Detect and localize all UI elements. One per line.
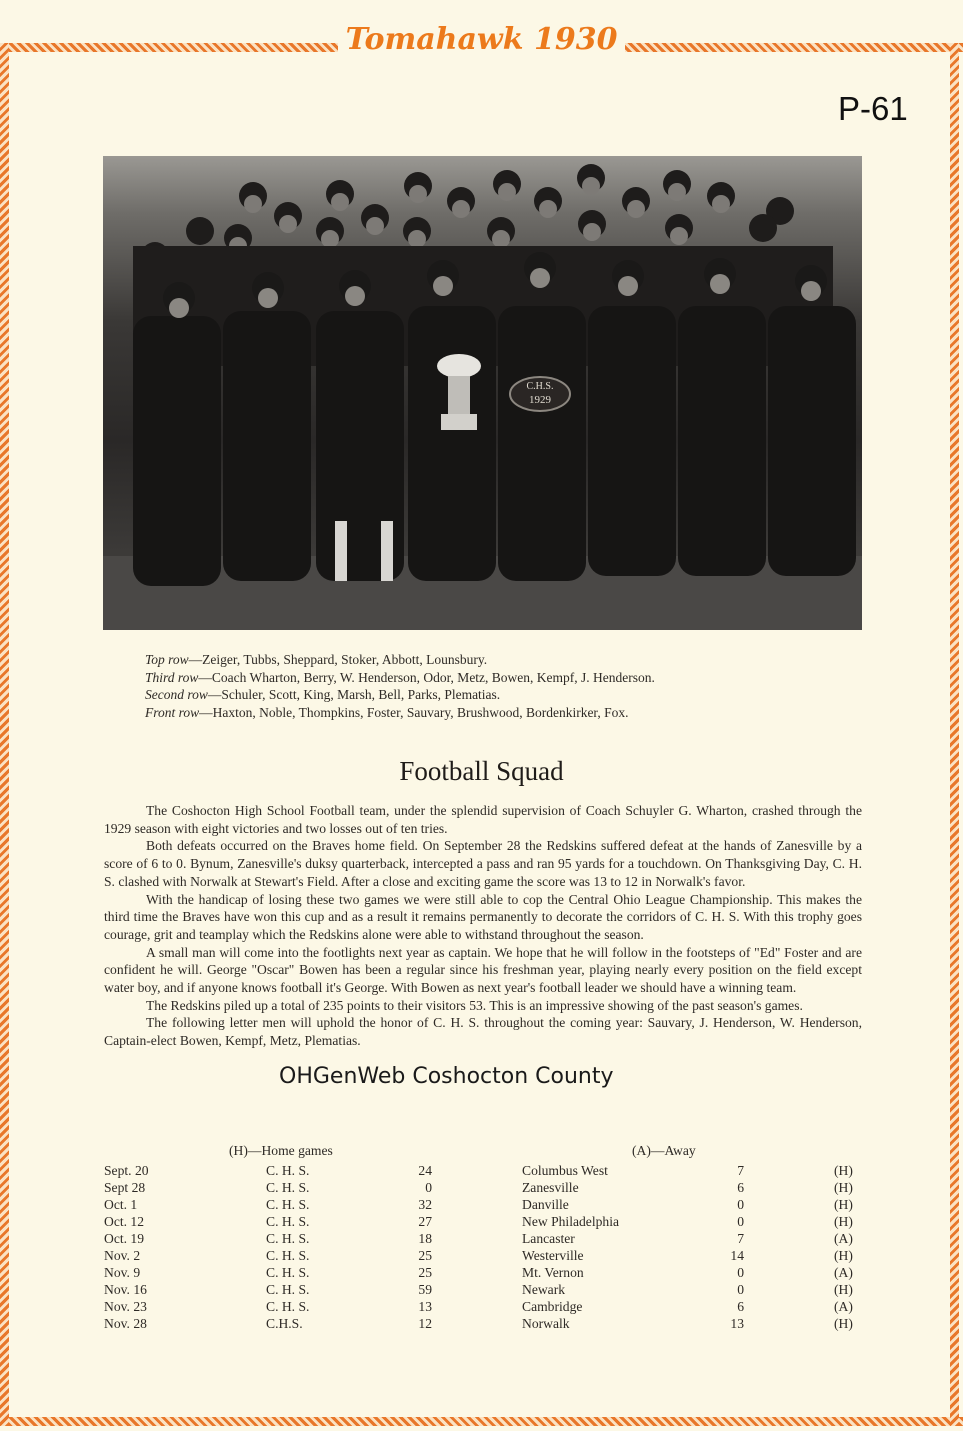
schedule-row [104,1248,864,1265]
article-paragraph: With the handicap of losing these two games we were still able to cop the Central Ohio League Championship. This makes the third time the Braves have won this cup and as a result it remains permanently to decorate the corridors of C. H. S. With this trophy goes courage, grit and teamplay which the Redskins alone were able to withstand throughout the season. [104,891,862,942]
game-opp-score: 0 [737,1265,744,1280]
game-opp-score: 14 [730,1248,744,1263]
caption-row [145,704,885,722]
game-date: Nov. 9 [104,1265,141,1280]
team-photo [103,156,862,630]
caption-row-label: Second row [145,687,208,702]
game-score: 18 [418,1231,432,1246]
game-opponent: New Philadelphia [522,1214,620,1229]
article-title: Football Squad [399,756,564,786]
game-score: 24 [418,1163,432,1178]
page-label: P-61 [838,90,908,127]
game-location: (H) [834,1282,853,1297]
rope-border-bottom [0,1417,963,1426]
game-opp-score: 0 [737,1197,744,1212]
game-location: (A) [834,1231,853,1246]
game-location: (H) [834,1197,853,1212]
game-score: 13 [418,1299,432,1314]
game-team: C. H. S. [266,1282,310,1297]
photo-caption [145,651,885,721]
article-body [104,802,862,1050]
article-paragraph: The Redskins piled up a total of 235 points to their visitors 53. This is an impressive showing of the past season's games. [146,997,803,1013]
caption-row-names: —Schuler, Scott, King, Marsh, Bell, Parks, Plematias. [207,687,501,702]
game-location: (A) [834,1265,853,1280]
game-date: Nov. 23 [104,1299,147,1314]
game-team: C. H. S. [266,1180,310,1195]
rope-border-right [950,43,959,1426]
article-paragraph: Both defeats occurred on the Braves home field. On September 28 the Redskins suffered defeat at the hands of Zanesville by a score of 6 to 0. Bynum, Zanesville's duksy quarterback, intercepted a pass and ran 95 yards for a touchdown. On Thanksgiving Day, C. H. S. clashed with Norwalk at Stewart's Field. After a close and exciting game the score was 13 to 12 in Norwalk's favor. [104,838,862,889]
game-team: C.H.S. [266,1316,303,1331]
game-date: Oct. 19 [104,1231,145,1246]
game-score: 12 [418,1316,432,1331]
game-date: Sept. 20 [104,1163,149,1178]
game-opponent: Mt. Vernon [522,1265,584,1280]
game-opponent: Lancaster [522,1231,575,1246]
schedule-row [104,1163,864,1180]
article-paragraph: A small man will come into the footlights next year as captain. We hope that he will follow in the footsteps of "Ed" Foster and are confident he will. George "Oscar" Bowen has been a regular since his freshman year, playing nearly every position on the field except water boy, and if anyone knows football it's George. With Bowen as next year's football leader we should have a winning team. [104,944,862,996]
game-location: (A) [834,1299,853,1314]
game-location: (H) [834,1180,853,1195]
game-location: (H) [834,1163,853,1178]
schedule-row [104,1180,864,1197]
header-title: Tomahawk 1930 [338,22,626,57]
game-location: (H) [834,1248,853,1263]
schedule-row [104,1299,864,1316]
schedule-row [104,1231,864,1248]
game-team: C. H. S. [266,1163,310,1178]
game-score: 25 [418,1248,432,1263]
caption-row [145,651,885,669]
legend-home: (H)—Home games [229,1143,333,1158]
game-opp-score: 6 [737,1180,744,1195]
game-team: C. H. S. [266,1248,310,1263]
game-date: Nov. 28 [104,1316,147,1331]
game-opponent: Zanesville [522,1180,579,1195]
schedule-row [104,1282,864,1299]
game-date: Oct. 1 [104,1197,138,1212]
game-score: 25 [418,1265,432,1280]
caption-row-names: —Haxton, Noble, Thompkins, Foster, Sauvary, Brushwood, Bordenkirker, Fox. [199,704,629,720]
game-date: Nov. 2 [104,1248,141,1263]
game-opponent: Newark [522,1282,566,1297]
game-date: Oct. 12 [104,1214,145,1229]
ball-label-1: C.H.S. [526,381,554,392]
game-opp-score: 0 [737,1214,744,1229]
team-photo-illustration [103,156,862,630]
caption-row [145,686,885,704]
game-date: Sept 28 [104,1180,146,1195]
game-team: C. H. S. [266,1214,310,1229]
game-opp-score: 7 [737,1231,744,1246]
game-location: (H) [834,1316,853,1331]
legend-away: (A)—Away [632,1143,696,1158]
caption-row-label: Third row [145,669,199,685]
game-opp-score: 13 [730,1316,744,1331]
game-score: 0 [425,1180,432,1195]
schedule-row [104,1316,864,1333]
schedule-row [104,1265,864,1282]
schedule-row [104,1197,864,1214]
yearbook-header [0,22,963,57]
game-opp-score: 0 [737,1282,744,1297]
game-opp-score: 6 [737,1299,744,1314]
game-opponent: Norwalk [522,1316,570,1331]
watermark: OHGenWeb Coshocton County [279,1064,614,1089]
caption-row [145,669,885,687]
game-team: C. H. S. [266,1231,310,1246]
caption-row-names: —Zeiger, Tubbs, Sheppard, Stoker, Abbott, Lounsbury. [188,652,488,667]
rope-border-left [0,43,9,1426]
game-team: C. H. S. [266,1265,310,1280]
game-score: 27 [418,1214,432,1229]
caption-row-label: Front row [145,704,200,720]
game-location: (H) [834,1214,853,1229]
game-team: C. H. S. [266,1299,310,1314]
game-opponent: Danville [522,1197,569,1212]
article-paragraph: The following letter men will uphold the honor of C. H. S. throughout the coming year: Sauvary, J. Henderson, W. Henderson, Captain-elect Bowen, Kempf, Metz, Plematias. [104,1015,862,1049]
game-team: C. H. S. [266,1197,310,1212]
game-opponent: Westerville [522,1248,584,1263]
game-opp-score: 7 [737,1163,744,1178]
game-score: 59 [418,1282,432,1297]
caption-row-label: Top row [145,652,189,667]
article-paragraph: The Coshocton High School Football team, under the splendid supervision of Coach Schuyler G. Wharton, crashed through the 1929 season with eight victories and two losses out of ten tries. [104,803,862,836]
caption-row-names: —Coach Wharton, Berry, W. Henderson, Odor, Metz, Bowen, Kempf, J. Henderson. [198,669,655,685]
game-opponent: Columbus West [522,1163,608,1178]
game-date: Nov. 16 [104,1282,147,1297]
game-score: 32 [418,1197,432,1212]
ball-label-2: 1929 [529,394,551,406]
game-opponent: Cambridge [522,1299,583,1314]
schedule-row [104,1214,864,1231]
